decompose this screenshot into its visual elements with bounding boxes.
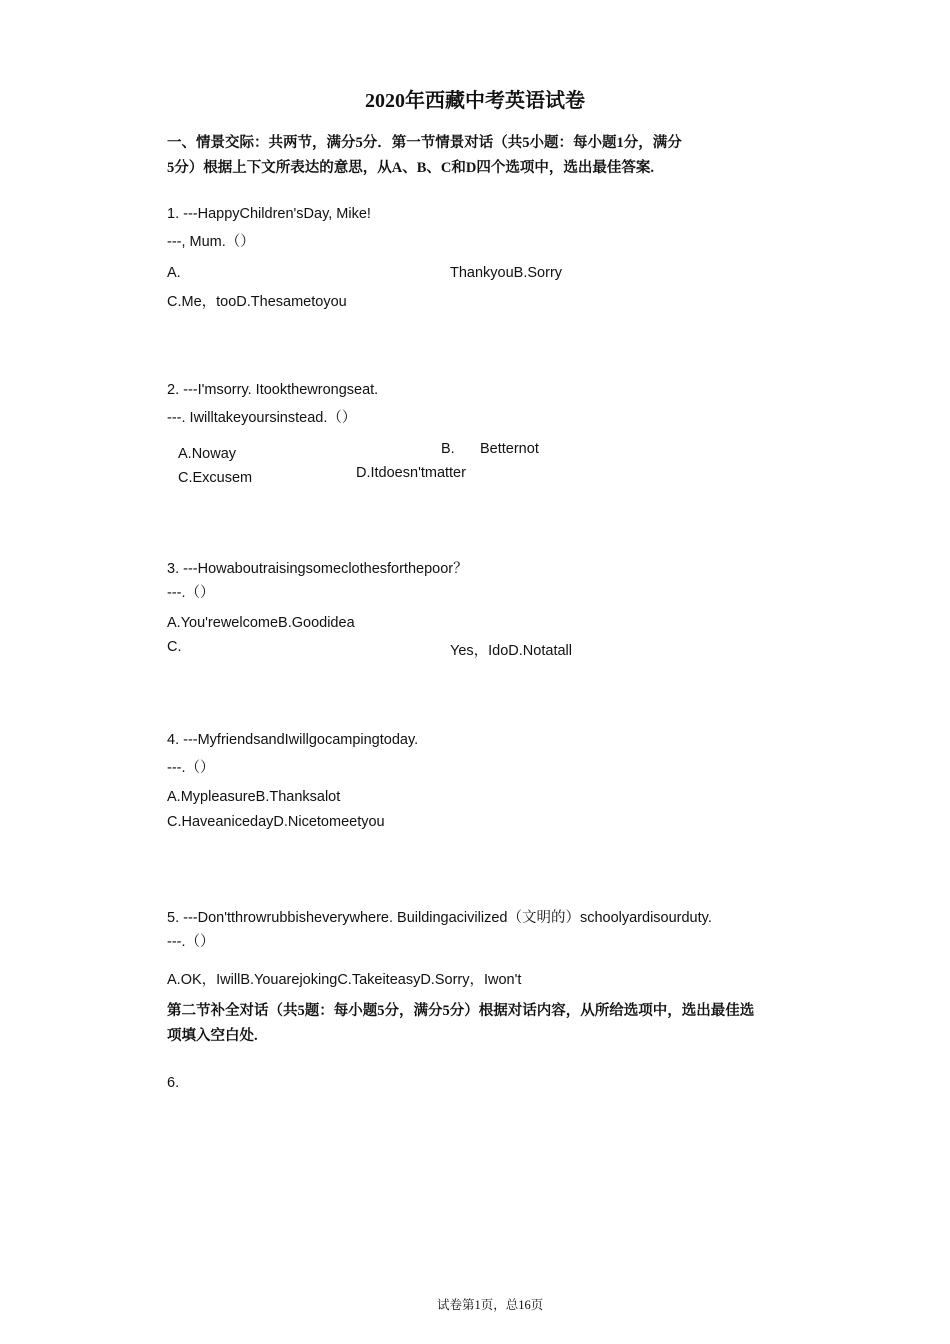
- question-2-prompt: 2. ---I'msorry. Itookthewrongseat.: [167, 382, 379, 398]
- question-5-reply: ---.（）: [167, 934, 215, 950]
- question-2-option-c: C.Excusem: [178, 470, 253, 485]
- question-3-option-c-label: C.: [167, 639, 182, 655]
- page-footer: 试卷第1页，总16页: [437, 1298, 544, 1312]
- question-2-option-b-label: B.: [441, 441, 455, 457]
- question-1-option-a-b: ThankyouB.Sorry: [450, 265, 563, 281]
- question-3-option-a-b: A.You'rewelcomeB.Goodidea: [167, 615, 355, 631]
- question-2-reply: ---. Iwilltakeyoursinstead.（）: [167, 410, 357, 426]
- question-2-option-d: D.Itdoesn'tmatter: [356, 465, 466, 481]
- question-4-option-a-b: A.MypleasureB.Thanksalot: [167, 789, 341, 805]
- question-3-reply: ---.（）: [167, 585, 215, 601]
- question-1-option-a: A.: [167, 265, 181, 281]
- question-1-option-c-d: C.Me，tooD.Thesametoyou: [167, 294, 347, 310]
- question-2-option-b: Betternot: [480, 441, 539, 457]
- question-1-reply: ---, Mum.（）: [167, 234, 255, 250]
- question-2-option-a: A.Noway: [178, 446, 237, 462]
- question-4-reply: ---.（）: [167, 760, 215, 776]
- question-5-prompt: 5. ---Don'tthrowrubbisheverywhere. Buildingacivilized（文明的）schoolyardisourduty.: [167, 910, 712, 926]
- question-4-prompt: 4. ---MyfriendsandIwillgocampingtoday.: [167, 732, 419, 748]
- question-3-prompt: 3. ---Howaboutraisingsomeclothesforthepoor？: [167, 561, 468, 577]
- question-5-options: A.OK，IwillB.YouarejokingC.TakeiteasyD.Sorry，Iwon't: [167, 972, 522, 988]
- question-6-number: 6.: [167, 1075, 180, 1091]
- section1-instructions-line1: 一、情景交际：共两节，满分5分．第一节情景对话（共5小题：每小题1分，满分: [167, 135, 682, 151]
- section1-instructions-line2: 5分）根据上下文所表达的意思，从A、B、C和D四个选项中，选出最佳答案.: [167, 160, 654, 176]
- section2-instructions-line2: 项填入空白处.: [167, 1028, 258, 1044]
- page-title: 2020年西藏中考英语试卷: [365, 90, 585, 112]
- question-3-option-c-d: Yes，IdoD.Notatall: [450, 643, 572, 659]
- question-4-option-c-d: C.HaveanicedayD.Nicetomeetyou: [167, 814, 385, 830]
- section2-instructions-line1: 第二节补全对话（共5题：每小题5分，满分5分）根据对话内容，从所给选项中，选出最佳选: [167, 1003, 755, 1019]
- question-1-prompt: 1. ---HappyChildren'sDay, Mike!: [167, 206, 371, 222]
